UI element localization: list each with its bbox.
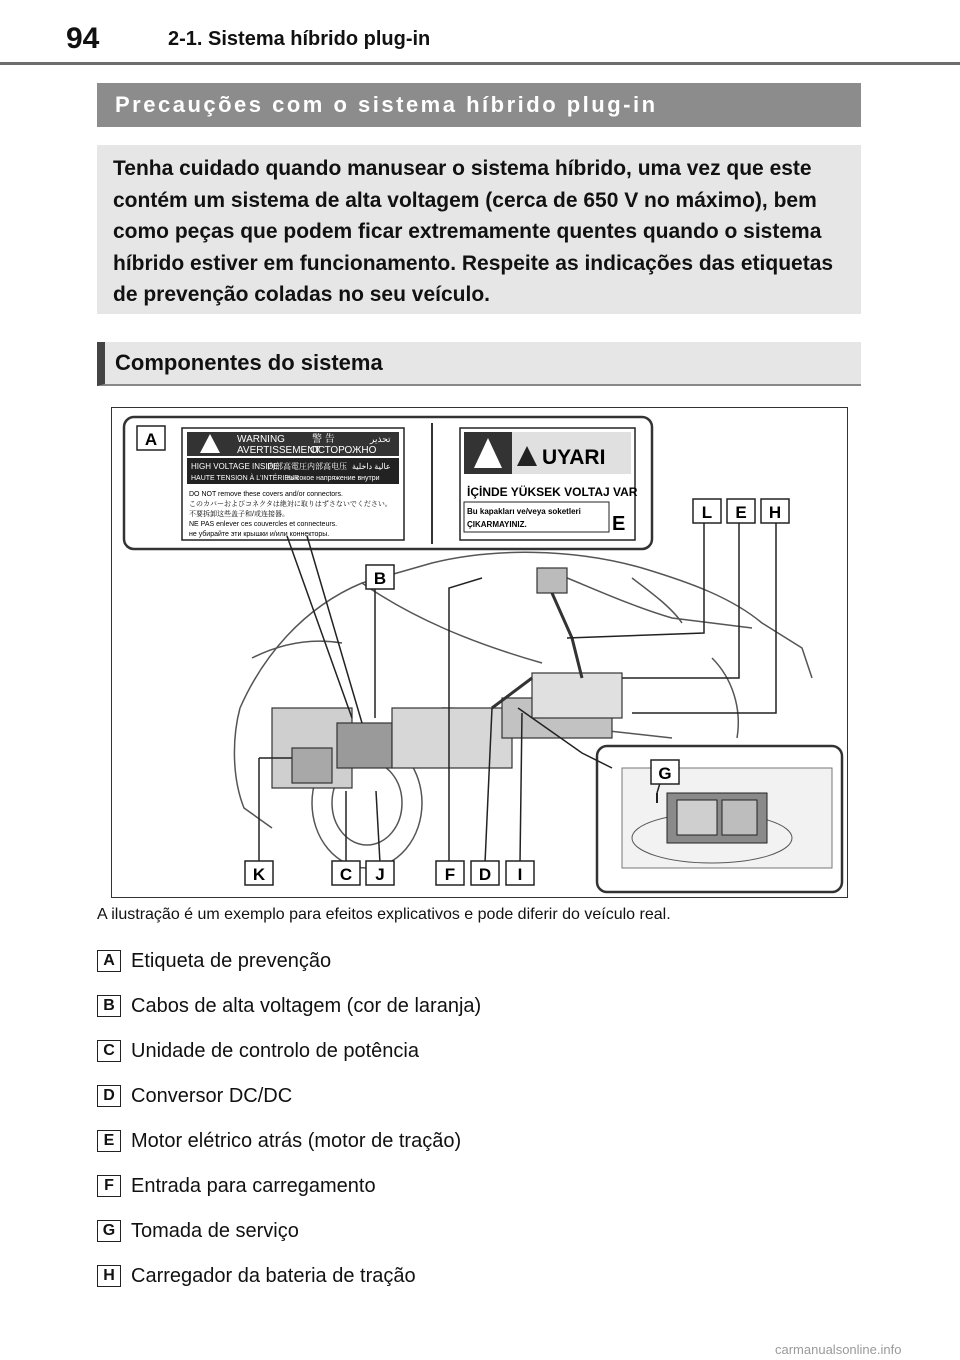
header-divider (0, 62, 960, 65)
legend-letter: B (97, 995, 121, 1017)
legend-letter: D (97, 1085, 121, 1107)
label-e-hv-inside: İÇİNDE YÜKSEK VOLTAJ VAR (467, 485, 638, 499)
label-e-uyari: UYARI (542, 446, 606, 469)
callout-e: E (735, 503, 747, 522)
label-a-warning: WARNING (237, 434, 285, 445)
legend-text: Carregador da bateria de tração (131, 1265, 416, 1287)
callout-d: D (478, 865, 492, 884)
label-a-ru-warning: ОСТОРОЖНО (310, 445, 377, 456)
watermark: carmanualsonline.info (775, 1342, 902, 1357)
inset-warning-labels (124, 417, 652, 549)
label-a-jp-warning: 警 告 (312, 434, 335, 445)
legend-text: Motor elétrico atrás (motor de tração) (131, 1130, 462, 1152)
label-e-note1: Bu kapakları ve/veya soketleri (467, 507, 581, 516)
callout-l: L (701, 503, 713, 522)
section-title: 2-1. Sistema híbrido plug-in (168, 28, 431, 50)
callout-j: J (375, 865, 385, 884)
label-a-fr-note: NE PAS enlever ces couvercles et connecteurs. (189, 521, 338, 528)
legend-item (97, 1040, 857, 1085)
label-a-jp-hv1: 内部高電圧 (267, 462, 307, 471)
precautions-heading: Precauções com o sistema híbrido plug-in (97, 83, 861, 127)
callout-c: C (339, 865, 353, 884)
legend-letter: G (97, 1220, 121, 1242)
legend-letter: A (97, 950, 121, 972)
legend-item (97, 1220, 857, 1265)
label-a-hv-inside: HIGH VOLTAGE INSIDE (191, 462, 279, 471)
legend-text: Unidade de controlo de potência (131, 1040, 419, 1062)
legend-item (97, 1130, 857, 1175)
hybrid-system-illustration (111, 407, 848, 898)
callout-g: G (658, 764, 672, 783)
figure-caption: A ilustração é um exemplo para efeitos explicativos e pode diferir do veículo real. (97, 906, 671, 923)
label-a-en-note: DO NOT remove these covers and/or connectors. (189, 491, 343, 498)
legend-text: Cabos de alta voltagem (cor de laranja) (131, 995, 482, 1017)
legend-letter: F (97, 1175, 121, 1197)
label-a-ru-note: не убирайте эти крышки и/или коннекторы. (189, 531, 330, 538)
legend-text: Tomada de serviço (131, 1220, 299, 1242)
legend-item (97, 995, 857, 1040)
legend-text: Entrada para carregamento (131, 1175, 376, 1197)
label-a-avertissement: AVERTISSEMENT (237, 445, 321, 456)
legend-item (97, 1175, 857, 1220)
legend-item (97, 1085, 857, 1130)
inset-service-plug (597, 746, 842, 892)
callout-k: K (252, 865, 266, 884)
label-e-note2: ÇIKARMAYINIZ. (467, 520, 527, 529)
page-number: 94 (66, 22, 100, 55)
label-a-ru-hv: высокое напряжение внутри (287, 475, 380, 482)
callout-i: I (517, 865, 523, 884)
powertrain-components (272, 568, 622, 788)
legend-letter: C (97, 1040, 121, 1062)
callout-b: B (373, 569, 387, 588)
label-a-jp-note: このカバーおよびコネクタは絶対に取りはずさないでください。 (189, 501, 392, 508)
callout-f: F (444, 865, 456, 884)
label-a-fr-hv: HAUTE TENSION À L'INTÉRIEUR (191, 475, 300, 482)
page-header (0, 0, 960, 60)
components-heading: Componentes do sistema (97, 342, 861, 386)
precautions-notice: Tenha cuidado quando manusear o sistema híbrido, uma vez que este contém um sistema de alta voltagem (cerca de 650 V no máximo), bem como peças que podem ficar extremamente quentes quando o sistema híbrido estiver em funcionamento. Respeite as indicações das etiquetas de prevenção coladas no seu veículo. (97, 145, 861, 314)
label-a-ar-warning: تحذير (370, 434, 391, 444)
callout-h: H (768, 503, 782, 522)
legend-item (97, 950, 857, 995)
legend-item (97, 1265, 857, 1310)
legend-letter: H (97, 1265, 121, 1287)
inset-label-e: E (612, 513, 626, 535)
label-a-cn-note: 不要拆卸这些盖子和/或连接器。 (189, 511, 289, 518)
legend-letter: E (97, 1130, 121, 1152)
legend-text: Etiqueta de prevenção (131, 950, 332, 972)
legend-text: Conversor DC/DC (131, 1085, 293, 1107)
label-a-jp-hv2: 内部高电压 (307, 462, 347, 471)
component-legend (97, 950, 857, 1310)
svg-text:A: A (144, 430, 158, 449)
label-a-ar-hv: عالية داخلية (352, 462, 391, 471)
